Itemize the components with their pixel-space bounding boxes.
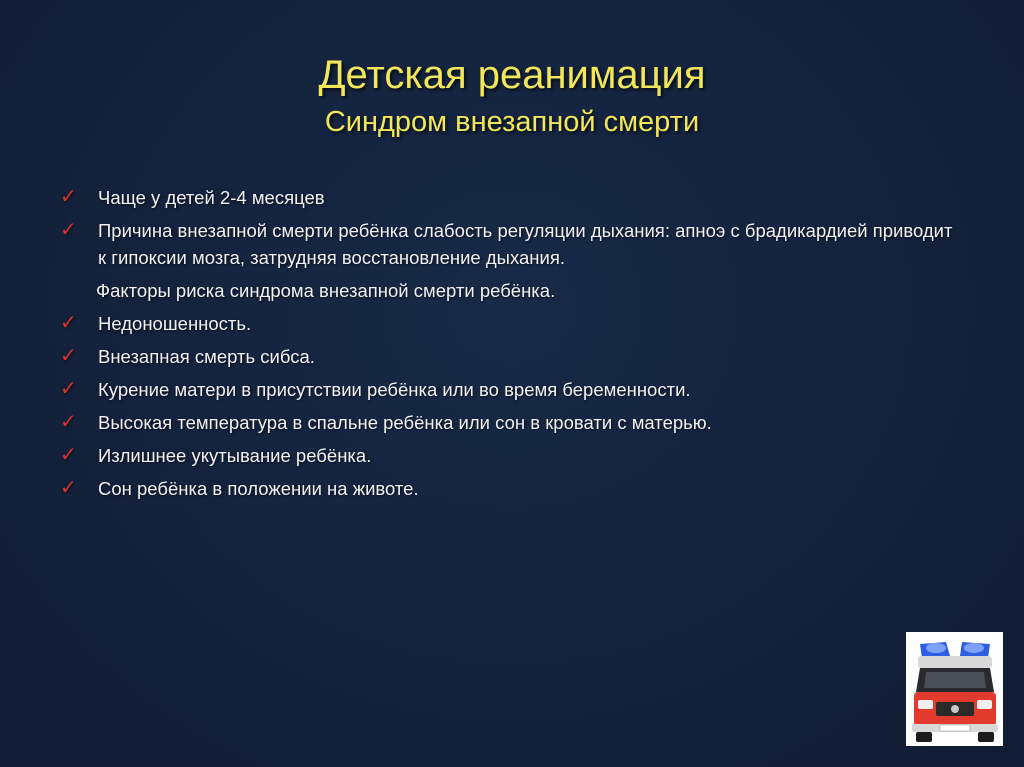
list-item-text: Излишнее укутывание ребёнка. [98,445,372,466]
list-item [60,409,960,436]
list-item-text: Причина внезапной смерти ребёнка слабость регуляции дыхания: апноэ с брадикардией приводит к гипоксии мозга, затрудняя восстановление дыхания. [98,220,953,268]
list-item-text: Курение матери в присутствии ребёнка или во время беременности. [98,379,691,400]
check-icon: ✓ [60,310,77,334]
list-item-text: Сон ребёнка в положении на животе. [98,478,419,499]
ambulance-icon [906,632,1003,746]
list-item [60,343,960,370]
list-item-text: Чаще у детей 2-4 месяцев [98,187,325,208]
list-item [60,310,960,337]
list-item [60,475,960,502]
check-icon: ✓ [60,442,77,466]
check-icon: ✓ [60,376,77,400]
bullet-list [60,184,960,508]
check-icon: ✓ [60,343,77,367]
slide-title: Детская реанимация [318,53,706,97]
list-item-text: Факторы риска синдрома внезапной смерти ребёнка. [96,280,556,301]
check-icon: ✓ [60,409,77,433]
check-icon: ✓ [60,475,77,499]
check-icon: ✓ [60,184,77,208]
list-item-text: Высокая температура в спальне ребёнка или сон в кровати с матерью. [98,412,712,433]
list-item-text: Внезапная смерть сибса. [98,346,315,367]
list-item [60,184,960,211]
check-icon: ✓ [60,217,77,241]
list-item-text: Недоношенность. [98,313,252,334]
list-item [60,442,960,469]
slide-subtitle: Синдром внезапной смерти [324,106,700,138]
list-item-heading [60,277,960,304]
ambulance-illustration [906,632,1003,746]
list-item [60,217,960,271]
list-item [60,376,960,403]
